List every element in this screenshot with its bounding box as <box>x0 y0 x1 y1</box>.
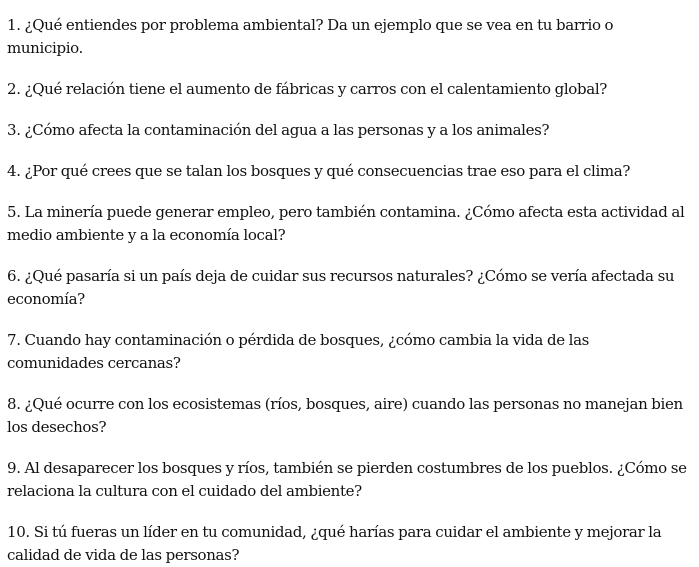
question-3: 3. ¿Cómo afecta la contaminación del agua a las personas y a los animales? <box>7 121 550 139</box>
question-1: 1. ¿Qué entiendes por problema ambiental? Da un ejemplo que se vea en tu barrio o municipio. <box>7 16 614 57</box>
question-6: 6. ¿Qué pasaría si un país deja de cuidar sus recursos naturales? ¿Cómo se vería afectada su economía? <box>7 267 675 308</box>
question-8: 8. ¿Qué ocurre con los ecosistemas (ríos, bosques, aire) cuando las personas no manejan bien los desechos? <box>7 395 683 436</box>
question-2: 2. ¿Qué relación tiene el aumento de fábricas y carros con el calentamiento global? <box>7 80 607 98</box>
question-9: 9. Al desaparecer los bosques y ríos, también se pierden costumbres de los pueblos. ¿Cómo se relaciona la cultura con el cuidado del ambiente? <box>7 459 687 500</box>
question-10: 10. Si tú fueras un líder en tu comunidad, ¿qué harías para cuidar el ambiente y mejorar la calidad de vida de las personas? <box>7 523 662 564</box>
question-4: 4. ¿Por qué crees que se talan los bosques y qué consecuencias trae eso para el clima? <box>7 162 631 180</box>
question-5: 5. La minería puede generar empleo, pero también contamina. ¿Cómo afecta esta actividad al medio ambiente y a la economía local? <box>7 203 685 244</box>
question-list <box>7 14 695 567</box>
question-7: 7. Cuando hay contaminación o pérdida de bosques, ¿cómo cambia la vida de las comunidades cercanas? <box>7 331 590 372</box>
